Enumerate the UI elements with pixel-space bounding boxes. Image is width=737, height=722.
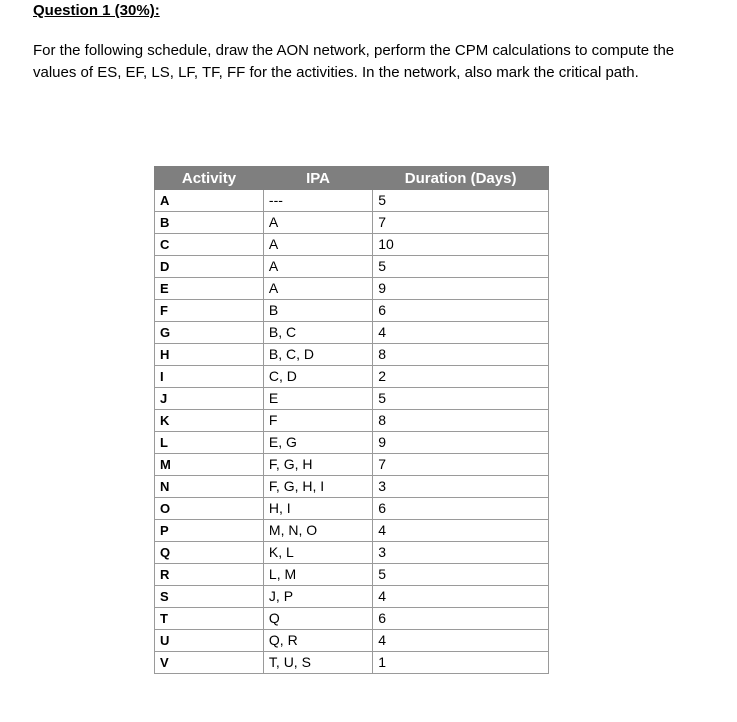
ipa-cell: Q	[263, 608, 372, 630]
duration-cell: 5	[373, 190, 549, 212]
duration-cell: 6	[373, 300, 549, 322]
activity-cell: E	[155, 278, 264, 300]
schedule-table	[154, 166, 549, 674]
question-heading: Question 1 (30%):	[33, 2, 160, 19]
duration-cell: 4	[373, 586, 549, 608]
activity-cell: O	[155, 498, 264, 520]
table-row	[155, 322, 549, 344]
duration-cell: 3	[373, 476, 549, 498]
duration-cell: 5	[373, 564, 549, 586]
table-row	[155, 542, 549, 564]
activity-cell: L	[155, 432, 264, 454]
activity-cell: G	[155, 322, 264, 344]
ipa-cell: B, C, D	[263, 344, 372, 366]
duration-cell: 8	[373, 344, 549, 366]
duration-cell: 4	[373, 322, 549, 344]
activity-cell: H	[155, 344, 264, 366]
table-row	[155, 564, 549, 586]
duration-cell: 1	[373, 652, 549, 674]
activity-cell: P	[155, 520, 264, 542]
duration-cell: 5	[373, 388, 549, 410]
duration-cell: 6	[373, 608, 549, 630]
header-ipa: IPA	[263, 167, 372, 190]
ipa-cell: B	[263, 300, 372, 322]
ipa-cell: A	[263, 278, 372, 300]
activity-cell: J	[155, 388, 264, 410]
table-row	[155, 278, 549, 300]
header-duration: Duration (Days)	[373, 167, 549, 190]
activity-cell: T	[155, 608, 264, 630]
ipa-cell: Q, R	[263, 630, 372, 652]
table-row	[155, 366, 549, 388]
table-row	[155, 454, 549, 476]
duration-cell: 3	[373, 542, 549, 564]
table-row	[155, 234, 549, 256]
ipa-cell: ---	[263, 190, 372, 212]
duration-cell: 9	[373, 278, 549, 300]
table-row	[155, 432, 549, 454]
activity-cell: N	[155, 476, 264, 498]
table-row	[155, 190, 549, 212]
ipa-cell: H, I	[263, 498, 372, 520]
ipa-cell: T, U, S	[263, 652, 372, 674]
activity-cell: B	[155, 212, 264, 234]
table-header-row	[155, 167, 549, 190]
duration-cell: 4	[373, 630, 549, 652]
activity-cell: I	[155, 366, 264, 388]
activity-cell: C	[155, 234, 264, 256]
duration-cell: 10	[373, 234, 549, 256]
activity-cell: U	[155, 630, 264, 652]
ipa-cell: M, N, O	[263, 520, 372, 542]
duration-cell: 8	[373, 410, 549, 432]
ipa-cell: F	[263, 410, 372, 432]
ipa-cell: K, L	[263, 542, 372, 564]
table-row	[155, 476, 549, 498]
table-row	[155, 586, 549, 608]
ipa-cell: F, G, H, I	[263, 476, 372, 498]
duration-cell: 6	[373, 498, 549, 520]
table-row	[155, 388, 549, 410]
ipa-cell: E	[263, 388, 372, 410]
duration-cell: 4	[373, 520, 549, 542]
question-text: For the following schedule, draw the AON network, perform the CPM calculations to compute the values of ES, EF, LS, LF, TF, FF for the activities. In the network, also mark the critical path.	[33, 42, 675, 81]
duration-cell: 9	[373, 432, 549, 454]
activity-cell: K	[155, 410, 264, 432]
ipa-cell: E, G	[263, 432, 372, 454]
ipa-cell: F, G, H	[263, 454, 372, 476]
table-row	[155, 608, 549, 630]
activity-cell: D	[155, 256, 264, 278]
duration-cell: 7	[373, 212, 549, 234]
duration-cell: 7	[373, 454, 549, 476]
header-activity: Activity	[155, 167, 264, 190]
activity-cell: S	[155, 586, 264, 608]
ipa-cell: J, P	[263, 586, 372, 608]
activity-cell: Q	[155, 542, 264, 564]
table-row	[155, 300, 549, 322]
activity-cell: R	[155, 564, 264, 586]
activity-cell: M	[155, 454, 264, 476]
table-row	[155, 630, 549, 652]
table-row	[155, 410, 549, 432]
table-row	[155, 344, 549, 366]
table-row	[155, 520, 549, 542]
table-row	[155, 212, 549, 234]
ipa-cell: C, D	[263, 366, 372, 388]
ipa-cell: A	[263, 212, 372, 234]
table-row	[155, 256, 549, 278]
activity-cell: A	[155, 190, 264, 212]
duration-cell: 5	[373, 256, 549, 278]
ipa-cell: B, C	[263, 322, 372, 344]
duration-cell: 2	[373, 366, 549, 388]
table-row	[155, 498, 549, 520]
ipa-cell: A	[263, 256, 372, 278]
ipa-cell: L, M	[263, 564, 372, 586]
table-row	[155, 652, 549, 674]
activity-cell: F	[155, 300, 264, 322]
activity-cell: V	[155, 652, 264, 674]
ipa-cell: A	[263, 234, 372, 256]
